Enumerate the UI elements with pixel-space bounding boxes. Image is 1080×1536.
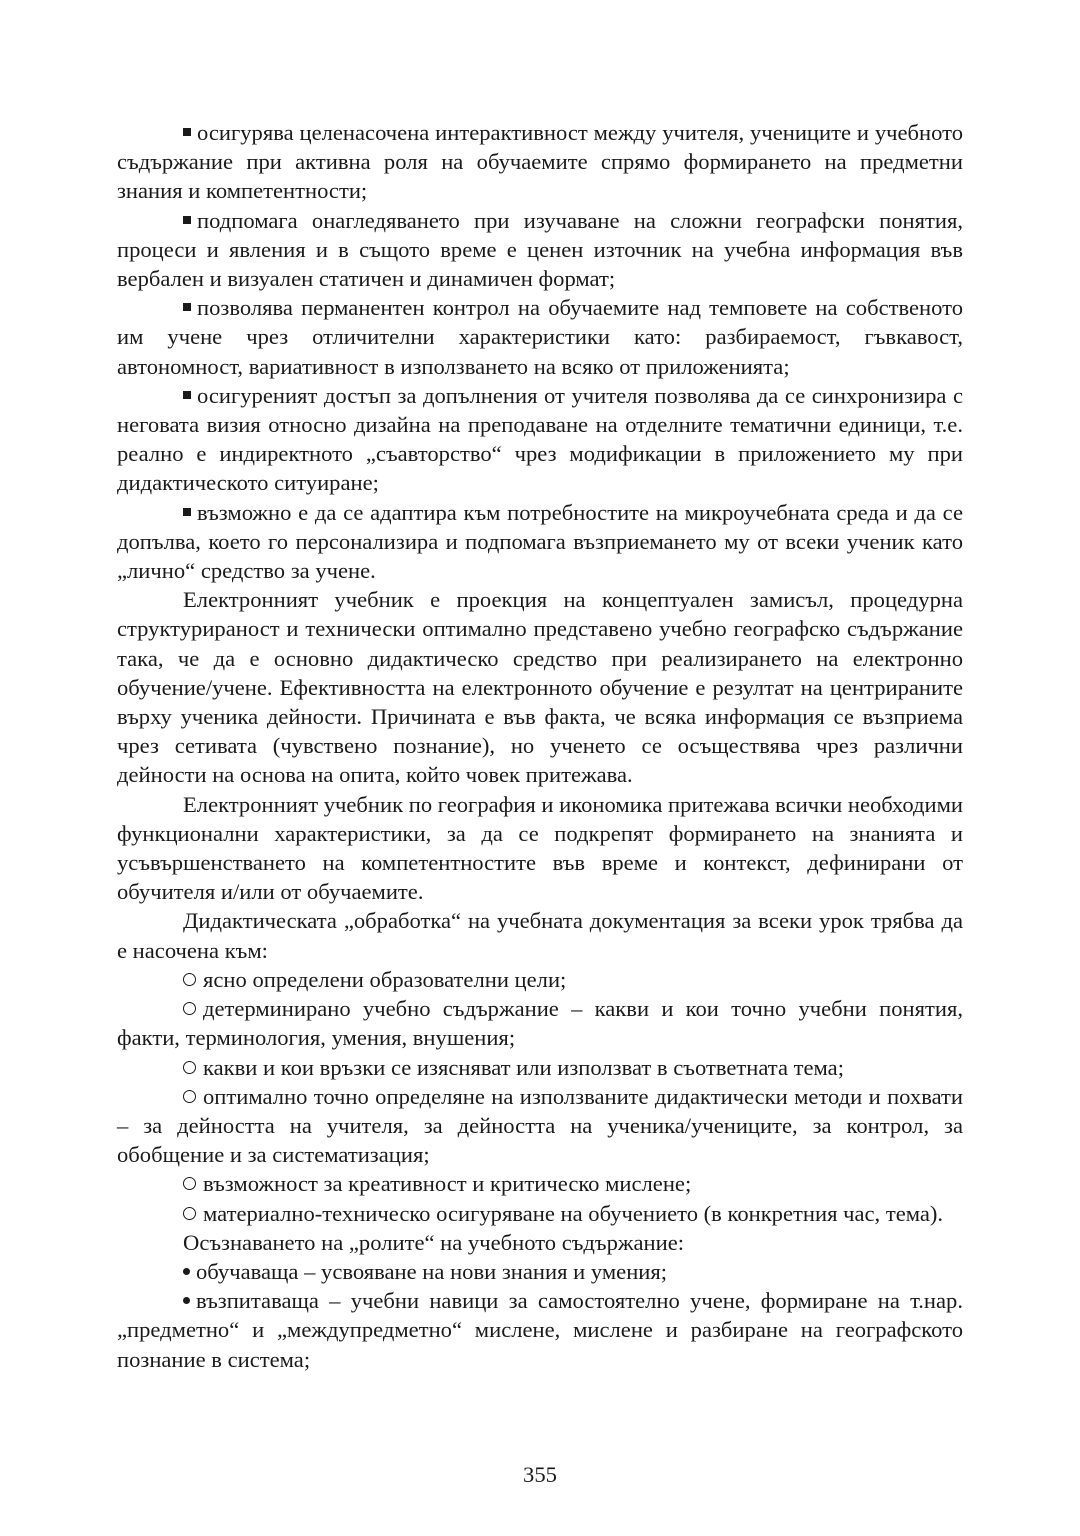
circle-bullet-icon — [183, 1090, 196, 1103]
paragraph-text: ясно определени образователни цели; — [203, 966, 567, 992]
circle-bullet-icon — [183, 973, 196, 986]
paragraph-text: възможно е да се адаптира към потребностите на микроучебната среда и да се допълва, което го персонализира и подпомага възприемането му от всеки ученик като „лично“ средство за учене. — [117, 499, 963, 584]
circle-bullet-icon — [183, 1207, 196, 1220]
paragraph-text: позволява перманентен контрол на обучаемите над темповете на собственото им учене чрез отличителни характеристики като: разбираемост, гъвкавост, автономност, вариативност в използването на всяко от приложенията; — [117, 295, 963, 379]
page-body — [117, 118, 963, 1374]
bullet-paragraph — [117, 206, 963, 294]
square-bullet-icon — [183, 128, 191, 136]
bullet-paragraph — [117, 1199, 963, 1228]
paragraph-text: възможност за креативност и критическо мислене; — [203, 1171, 692, 1197]
page-number: 355 — [523, 1462, 557, 1487]
bullet-paragraph — [117, 1286, 963, 1374]
paragraph-text: оптимално точно определяне на използваните дидактически методи и похвати – за дейността на учителя, за дейността на ученика/учениците, за контрол, за обобщение и за систематизация; — [117, 1083, 963, 1168]
bullet-paragraph — [117, 1169, 963, 1198]
paragraph-text: обучаваща – усвояване на нови знания и умения; — [196, 1258, 668, 1284]
paragraph-text: осигуреният достъп за допълнения от учителя позволява да се синхронизира с неговата визия относно дизайна на преподаване на отделните тематични единици, т.е. реално е индиректното „съавторство“ чрез модификации в приложението му при дидактическото ситуиране; — [117, 382, 963, 496]
paragraph-text: Дидактическата „обработка“ на учебната документация за всеки урок трябва да е насочена към: — [117, 908, 963, 963]
square-bullet-icon — [183, 391, 191, 399]
square-bullet-icon — [183, 508, 191, 516]
circle-bullet-icon — [183, 1061, 196, 1074]
paragraph-text: детерминирано учебно съдържание – какви и кои точно учебни понятия, факти, терминология, умения, внушения; — [117, 996, 963, 1051]
body-paragraph — [117, 906, 963, 964]
bullet-paragraph — [117, 293, 963, 381]
paragraph-text: материално-техническо осигуряване на обучението (в конкретния час, тема). — [203, 1200, 944, 1226]
bullet-paragraph — [117, 381, 963, 498]
bullet-paragraph — [117, 965, 963, 994]
square-bullet-icon — [183, 303, 191, 311]
bullet-paragraph — [117, 994, 963, 1052]
paragraph-text: Електронният учебник е проекция на концептуален замисъл, процедурна структурираност и технически оптимално представено учебно географско съдържание така, че да е основно дидактическо средство при реализирането на електронно обучение/учене. Ефективността на електронното обучение е резултат на центрираните върху ученика дейности. Причината е във факта, че всяка информация се възприема чрез сетивата (чувствено познание), но ученето се осъществява чрез различни дейности на основа на опита, който човек притежава. — [117, 587, 963, 788]
body-paragraph — [117, 790, 963, 907]
circle-bullet-icon — [183, 1177, 196, 1190]
body-paragraph — [117, 1228, 963, 1257]
paragraph-text: възпитаваща – учебни навици за самостоятелно учене, формиране на т.нар. „предметно“ и „междупредметно“ мислене, мислене и разбиране на географското познание в система; — [117, 1288, 963, 1372]
body-paragraph — [117, 585, 963, 789]
paragraph-text: Електронният учебник по география и икономика притежава всички необходими функционални характеристики, за да се подкрепят формирането на знанията и усъвършенстването на компетентностите във време и контекст, дефинирани от обучителя и/или от обучаемите. — [117, 791, 963, 905]
bullet-paragraph — [117, 118, 963, 206]
paragraph-text: осигурява целенасочена интерактивност между учителя, учениците и учебното съдържание при активна роля на обучаемите спрямо формирането на предметни знания и компетентности; — [117, 120, 963, 204]
bullet-paragraph — [117, 498, 963, 586]
square-bullet-icon — [183, 216, 191, 224]
dot-bullet-icon — [183, 1297, 190, 1304]
paragraph-text: Осъзнаването на „ролите“ на учебното съдържание: — [183, 1229, 685, 1255]
bullet-paragraph — [117, 1053, 963, 1082]
bullet-paragraph — [117, 1257, 963, 1286]
dot-bullet-icon — [183, 1268, 190, 1275]
paragraph-text: подпомага онагледяването при изучаване на сложни географски понятия, процеси и явления и в същото време е ценен източник на учебна информация във вербален и визуален статичен и динамичен формат; — [117, 207, 963, 292]
paragraph-text: какви и кои връзки се изясняват или използват в съответната тема; — [203, 1054, 844, 1080]
bullet-paragraph — [117, 1082, 963, 1170]
circle-bullet-icon — [183, 1002, 196, 1015]
